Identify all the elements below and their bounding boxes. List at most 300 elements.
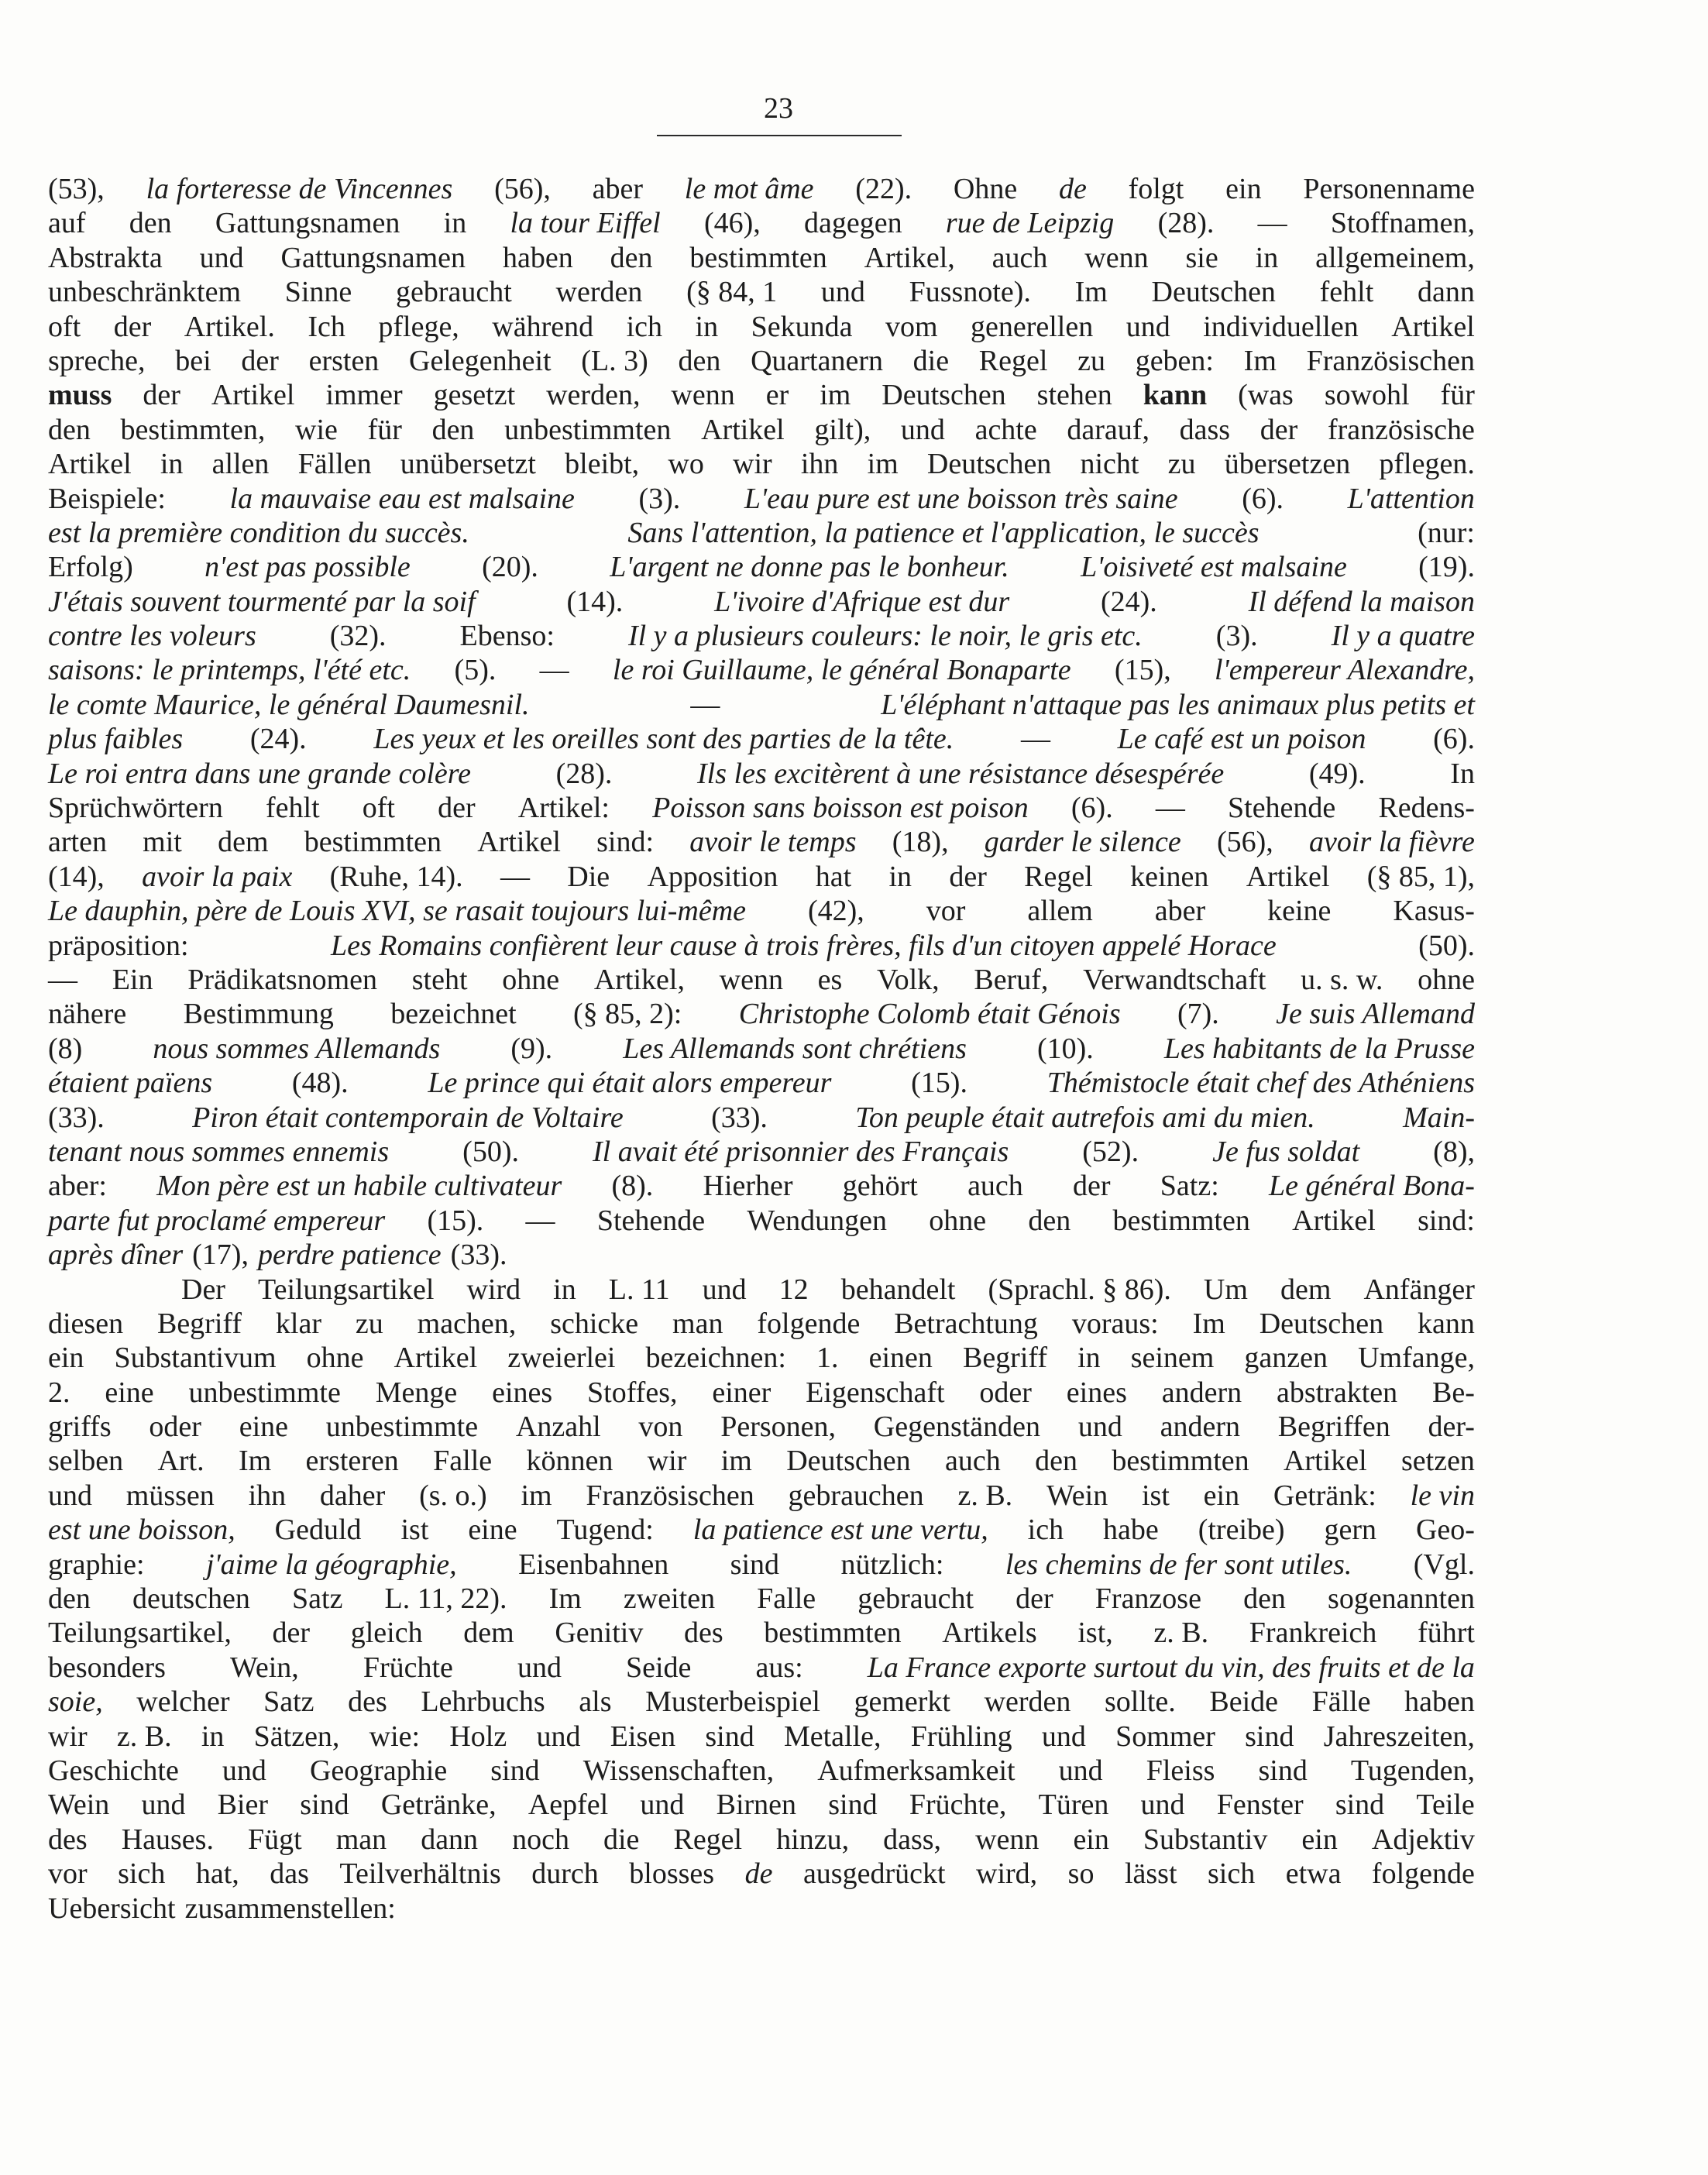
word: Artikel bbox=[1391, 310, 1475, 343]
word: spreche, bbox=[48, 344, 146, 377]
word: Artikel bbox=[48, 448, 132, 481]
word: 12 bbox=[778, 1273, 809, 1306]
word: kann bbox=[1417, 1307, 1475, 1340]
word: L. 11, 22). bbox=[384, 1582, 507, 1616]
word: (8), bbox=[1433, 1135, 1475, 1168]
word: (33). bbox=[450, 1239, 507, 1272]
word: Deutschen bbox=[786, 1445, 911, 1478]
text-line bbox=[48, 1582, 1475, 1616]
word: (22). bbox=[855, 173, 912, 205]
word: vor bbox=[926, 895, 966, 928]
word: Birnen bbox=[716, 1788, 797, 1822]
word: (5). bbox=[454, 654, 497, 687]
word: Metalle, bbox=[783, 1720, 881, 1753]
word: Kasus- bbox=[1393, 895, 1475, 928]
word: den bbox=[678, 344, 721, 377]
word: es bbox=[817, 963, 843, 996]
word: selben bbox=[48, 1445, 124, 1478]
word: L. 11 bbox=[608, 1273, 670, 1306]
word: (14). bbox=[566, 585, 624, 618]
word: bestimmten bbox=[304, 826, 442, 859]
word: (48). bbox=[291, 1067, 349, 1100]
word: pflege, bbox=[378, 310, 459, 343]
word: wird, bbox=[976, 1857, 1038, 1891]
word: Beide bbox=[1209, 1685, 1278, 1719]
word: Artikel bbox=[1292, 1204, 1376, 1237]
word: (18), bbox=[892, 826, 949, 859]
word: Fügt bbox=[247, 1823, 302, 1856]
text-line bbox=[48, 688, 1475, 722]
word: blosses bbox=[629, 1857, 715, 1891]
word: Les habitants de la Prusse bbox=[1163, 1032, 1475, 1065]
word: ist bbox=[400, 1514, 429, 1547]
word: est la première condition du succès. bbox=[48, 516, 469, 549]
word: vor bbox=[48, 1857, 88, 1891]
word: Il y a plusieurs couleurs: le noir, le gris etc. bbox=[627, 620, 1143, 653]
word: gehört bbox=[842, 1170, 918, 1203]
text-line bbox=[48, 1273, 1475, 1307]
word: unbestimmte bbox=[188, 1376, 341, 1409]
word: le vin bbox=[1410, 1479, 1475, 1512]
word: daher bbox=[319, 1479, 386, 1512]
text-line bbox=[48, 1341, 1475, 1375]
text-line bbox=[48, 1823, 1475, 1857]
word: Falle bbox=[757, 1582, 816, 1616]
word: muss bbox=[48, 379, 112, 412]
word: sind bbox=[1335, 1788, 1385, 1822]
word: zusammenstellen: bbox=[184, 1892, 396, 1925]
word: wir bbox=[647, 1445, 687, 1478]
word: tenant nous sommes ennemis bbox=[48, 1135, 390, 1168]
text-line bbox=[48, 619, 1475, 653]
word: wird bbox=[466, 1273, 521, 1306]
word: für bbox=[367, 413, 402, 446]
word: Personenname bbox=[1303, 173, 1475, 205]
word: oft bbox=[362, 792, 395, 825]
word: auf bbox=[48, 207, 86, 240]
word: und bbox=[900, 413, 945, 446]
word: est une boisson, bbox=[48, 1514, 235, 1547]
word: und bbox=[820, 276, 865, 309]
word: bestimmten bbox=[764, 1617, 902, 1650]
word: gebrauchen bbox=[788, 1479, 924, 1512]
word: unbeschränktem bbox=[48, 276, 242, 309]
word: ist, bbox=[1077, 1617, 1113, 1650]
text-line bbox=[48, 1101, 1475, 1135]
word: sich bbox=[118, 1857, 166, 1891]
word: und bbox=[1058, 1754, 1103, 1787]
word: Redens- bbox=[1378, 792, 1475, 825]
word: Beruf, bbox=[974, 963, 1049, 996]
word: im bbox=[521, 1479, 552, 1512]
word: machen, bbox=[417, 1307, 517, 1340]
word: contre les voleurs bbox=[48, 620, 256, 653]
word: der bbox=[1073, 1170, 1111, 1203]
word: Substantivum bbox=[114, 1342, 277, 1375]
word: sind: bbox=[1418, 1204, 1475, 1237]
word: (32). bbox=[329, 620, 387, 653]
word: sollte. bbox=[1104, 1685, 1176, 1719]
word: — bbox=[690, 688, 720, 721]
word: Eigenschaft bbox=[806, 1376, 945, 1409]
word: L'éléphant n'attaque pas les animaux plus petits et bbox=[881, 688, 1475, 721]
text-line bbox=[48, 1892, 1475, 1926]
word: Il y a quatre bbox=[1331, 620, 1475, 653]
word: haben bbox=[502, 241, 573, 274]
word: (Ruhe, 14). bbox=[329, 860, 463, 893]
word: soie, bbox=[48, 1685, 103, 1719]
word: (3). bbox=[1215, 620, 1258, 653]
word: dem bbox=[463, 1617, 514, 1650]
word: Deutschen bbox=[1259, 1307, 1384, 1340]
word: Prädikatsnomen bbox=[187, 963, 378, 996]
text-line bbox=[48, 1307, 1475, 1341]
word: Geduld bbox=[274, 1514, 362, 1547]
word: er bbox=[765, 379, 789, 412]
word: hinzu, bbox=[776, 1823, 850, 1856]
text-line bbox=[48, 1410, 1475, 1444]
word: Begriffen bbox=[1277, 1410, 1390, 1444]
word: avoir le temps bbox=[689, 826, 857, 859]
word: ihn bbox=[800, 448, 839, 481]
word: (§ 85, 1), bbox=[1366, 860, 1475, 893]
word: (nur: bbox=[1418, 516, 1475, 549]
word: Der bbox=[181, 1273, 225, 1306]
word: sind: bbox=[596, 826, 655, 859]
word: (3). bbox=[638, 482, 681, 515]
word: den bbox=[610, 241, 653, 274]
word: Anfänger bbox=[1363, 1273, 1475, 1306]
word: sogenannten bbox=[1328, 1582, 1475, 1616]
word: Art. bbox=[157, 1445, 204, 1478]
word: generellen bbox=[971, 310, 1094, 343]
word: Wein, bbox=[230, 1651, 299, 1684]
word: (7). bbox=[1177, 998, 1219, 1031]
word: parte fut proclamé empereur bbox=[48, 1204, 386, 1237]
text-line bbox=[48, 550, 1475, 584]
word: Gegenständen bbox=[873, 1410, 1041, 1444]
word: — bbox=[1020, 723, 1050, 756]
text-line bbox=[48, 825, 1475, 859]
word: (56), bbox=[1216, 826, 1273, 859]
word: setzen bbox=[1400, 1445, 1475, 1478]
text-line bbox=[48, 1238, 1475, 1272]
word: so bbox=[1067, 1857, 1095, 1891]
word: wir bbox=[48, 1720, 88, 1753]
word: allen bbox=[211, 448, 270, 481]
word: Ohne bbox=[953, 173, 1018, 205]
word: Lehrbuchs bbox=[421, 1685, 545, 1719]
word: der bbox=[1260, 413, 1298, 446]
word: Piron était contemporain de Voltaire bbox=[192, 1101, 624, 1134]
word: sind bbox=[705, 1720, 754, 1753]
text-line bbox=[48, 997, 1475, 1031]
word: ersten bbox=[308, 344, 380, 377]
word: Be- bbox=[1431, 1376, 1475, 1409]
text-line bbox=[48, 1754, 1475, 1788]
word: der bbox=[113, 310, 152, 343]
word: Erfolg) bbox=[48, 551, 133, 584]
word: wenn bbox=[975, 1823, 1040, 1856]
word: von bbox=[638, 1410, 683, 1444]
word: seinem bbox=[1130, 1342, 1215, 1375]
word: abstrakten bbox=[1276, 1376, 1398, 1409]
word: Deutschen bbox=[926, 448, 1052, 481]
word: den bbox=[1243, 1582, 1286, 1616]
word: Aepfel bbox=[528, 1788, 609, 1822]
word: (15), bbox=[1114, 654, 1171, 687]
word: keinen bbox=[1130, 860, 1209, 893]
word: (9). bbox=[510, 1032, 553, 1065]
word: diesen bbox=[48, 1307, 124, 1340]
word: Artikel bbox=[393, 1342, 478, 1375]
word: und bbox=[141, 1788, 186, 1822]
word: dann bbox=[1417, 276, 1475, 309]
word: sich bbox=[1208, 1857, 1256, 1891]
word: Im bbox=[1192, 1307, 1225, 1340]
word: bestimmten bbox=[689, 241, 827, 274]
word: für bbox=[1440, 379, 1475, 412]
word: Artikel bbox=[477, 826, 561, 859]
word: und bbox=[702, 1273, 747, 1306]
word: l'empereur Alexandre, bbox=[1215, 654, 1475, 687]
word: aber bbox=[592, 173, 644, 205]
word: Gattungsnamen bbox=[215, 207, 400, 240]
word: (46), bbox=[703, 207, 761, 240]
word: Volk, bbox=[877, 963, 940, 996]
word: Begriff bbox=[962, 1342, 1048, 1375]
word: deutschen bbox=[132, 1582, 250, 1616]
word: den bbox=[431, 413, 475, 446]
word: Fussnote). bbox=[909, 276, 1031, 309]
word: in bbox=[888, 860, 912, 893]
word: Wissenschaften, bbox=[583, 1754, 775, 1787]
word: man bbox=[335, 1823, 387, 1856]
text-line bbox=[48, 722, 1475, 756]
word: Getränke, bbox=[380, 1788, 497, 1822]
word: der bbox=[949, 860, 987, 893]
word: Jahreszeiten, bbox=[1323, 1720, 1475, 1753]
word: Gattungsnamen bbox=[280, 241, 466, 274]
word: Abstrakta bbox=[48, 241, 163, 274]
word: wenn bbox=[671, 379, 735, 412]
word: allgemeinem, bbox=[1315, 241, 1475, 274]
word: sind bbox=[1245, 1720, 1294, 1753]
word: können bbox=[526, 1445, 613, 1478]
word: besonders bbox=[48, 1651, 166, 1684]
word: la tour Eiffel bbox=[510, 207, 661, 240]
word: werden, bbox=[546, 379, 641, 412]
word: fehlt bbox=[1319, 276, 1374, 309]
word: eine bbox=[105, 1376, 154, 1409]
word: (17), bbox=[192, 1239, 249, 1272]
word: wie bbox=[295, 413, 338, 446]
word: Sekunda bbox=[751, 310, 853, 343]
word: gleich bbox=[350, 1617, 423, 1650]
word: Adjektiv bbox=[1371, 1823, 1475, 1856]
word: gebraucht bbox=[857, 1582, 974, 1616]
word: plus faibles bbox=[48, 723, 184, 756]
word: 2. bbox=[48, 1376, 70, 1409]
word: habe bbox=[1103, 1514, 1159, 1547]
word: Geo- bbox=[1415, 1514, 1475, 1547]
word: eine bbox=[468, 1514, 517, 1547]
word: oft bbox=[48, 310, 81, 343]
word: (49). bbox=[1308, 757, 1366, 790]
word: im bbox=[820, 379, 851, 412]
word: wo bbox=[668, 448, 704, 481]
word: Stoffes, bbox=[587, 1376, 678, 1409]
word: mit bbox=[143, 826, 182, 859]
word: zu bbox=[1077, 344, 1105, 377]
word: bestimmten, bbox=[120, 413, 266, 446]
word: Les yeux et les oreilles sont des parties de la tête. bbox=[373, 723, 954, 756]
word: als bbox=[579, 1685, 612, 1719]
word: Les Romains confièrent leur cause à trois frères, fils d'un citoyen appelé Horace bbox=[330, 929, 1277, 962]
word: Eisen bbox=[610, 1720, 676, 1753]
text-line bbox=[48, 275, 1475, 309]
word: Tugend: bbox=[556, 1514, 654, 1547]
word: steht bbox=[411, 963, 468, 996]
word: Im bbox=[1243, 344, 1277, 377]
word: z. B. bbox=[116, 1720, 172, 1753]
word: bleibt, bbox=[565, 448, 640, 481]
word: dem bbox=[218, 826, 269, 859]
word: ein bbox=[48, 1342, 84, 1375]
word: (Vgl. bbox=[1413, 1548, 1475, 1581]
word: Bestimmung bbox=[183, 998, 334, 1031]
word: nous sommes Allemands bbox=[153, 1032, 441, 1065]
word: eines bbox=[492, 1376, 553, 1409]
word: Mon père est un habile cultivateur bbox=[156, 1170, 562, 1203]
word: und bbox=[199, 241, 244, 274]
text-line bbox=[48, 1548, 1475, 1582]
text-line bbox=[48, 653, 1475, 687]
word: Stoffnamen, bbox=[1330, 207, 1475, 240]
word: Teilungsartikel, bbox=[48, 1617, 232, 1650]
word: L'ivoire d'Afrique est dur bbox=[714, 585, 1010, 618]
word: ohne bbox=[502, 963, 560, 996]
word: des bbox=[48, 1823, 88, 1856]
word: Ebenso: bbox=[459, 620, 555, 653]
word: Stehende bbox=[1228, 792, 1336, 825]
word: eines bbox=[1066, 1376, 1127, 1409]
word: haben bbox=[1404, 1685, 1475, 1719]
word: dass bbox=[1179, 413, 1231, 446]
word: Fälle bbox=[1311, 1685, 1371, 1719]
word: (52). bbox=[1082, 1135, 1139, 1168]
word: (8) bbox=[48, 1032, 83, 1065]
word: Je fus soldat bbox=[1212, 1135, 1360, 1168]
word: (24). bbox=[1100, 585, 1157, 618]
word: wir bbox=[733, 448, 772, 481]
word: und bbox=[640, 1788, 685, 1822]
word: im bbox=[720, 1445, 752, 1478]
word: n'est pas possible bbox=[204, 551, 411, 584]
word: Im bbox=[1074, 276, 1108, 309]
word: la forteresse de Vincennes bbox=[146, 173, 453, 205]
word: Le général Bona- bbox=[1268, 1170, 1475, 1203]
word: Artikel bbox=[701, 413, 785, 446]
word: Thémistocle était chef des Athéniens bbox=[1046, 1067, 1475, 1100]
word: folgt bbox=[1128, 173, 1184, 205]
text-line bbox=[48, 344, 1475, 378]
word: Fällen bbox=[297, 448, 372, 481]
word: wie: bbox=[369, 1720, 421, 1753]
text-line bbox=[48, 791, 1475, 825]
word: sind bbox=[1258, 1754, 1308, 1787]
word: sind bbox=[490, 1754, 540, 1787]
word: sowohl bbox=[1324, 379, 1410, 412]
word: den bbox=[48, 1582, 91, 1616]
word: Musterbeispiel bbox=[645, 1685, 820, 1719]
word: und bbox=[1125, 310, 1170, 343]
word: bei bbox=[175, 344, 211, 377]
word: das bbox=[270, 1857, 309, 1891]
word: noch bbox=[512, 1823, 569, 1856]
word: und bbox=[517, 1651, 562, 1684]
word: 1. bbox=[816, 1342, 839, 1375]
word: einen bbox=[868, 1342, 933, 1375]
word: gesetzt bbox=[433, 379, 516, 412]
word: Um bbox=[1203, 1273, 1248, 1306]
text-line bbox=[48, 378, 1475, 412]
word: auch bbox=[944, 1445, 1001, 1478]
word: — bbox=[525, 1204, 555, 1237]
word: griffs bbox=[48, 1410, 112, 1444]
word: führt bbox=[1418, 1617, 1475, 1650]
word: ich bbox=[626, 310, 663, 343]
word: Ich bbox=[308, 310, 345, 343]
word: Früchte bbox=[363, 1651, 453, 1684]
word: Regel bbox=[673, 1823, 743, 1856]
word: sind bbox=[300, 1788, 349, 1822]
text-line bbox=[48, 1616, 1475, 1650]
word: ein bbox=[1301, 1823, 1338, 1856]
word: saisons: le printemps, l'été etc. bbox=[48, 654, 411, 687]
word: und bbox=[1140, 1788, 1185, 1822]
word: Anzahl bbox=[515, 1410, 601, 1444]
word: Teile bbox=[1416, 1788, 1475, 1822]
word: garder le silence bbox=[984, 826, 1181, 859]
word: wenn bbox=[719, 963, 783, 996]
word: de bbox=[1058, 173, 1087, 205]
word: in bbox=[1077, 1342, 1101, 1375]
word: der- bbox=[1428, 1410, 1475, 1444]
word: L'argent ne donne pas le bonheur. bbox=[610, 551, 1009, 584]
word: Artikel: bbox=[517, 792, 610, 825]
word: Geographie bbox=[309, 1754, 448, 1787]
word: in bbox=[1255, 241, 1279, 274]
text-line bbox=[48, 482, 1475, 516]
word: pflegen. bbox=[1379, 448, 1475, 481]
word: (50). bbox=[462, 1135, 519, 1168]
word: Fenster bbox=[1216, 1788, 1304, 1822]
word: Franzose bbox=[1095, 1582, 1201, 1616]
word: Im bbox=[548, 1582, 582, 1616]
word: unbestimmte bbox=[325, 1410, 479, 1444]
word: ich bbox=[1027, 1514, 1064, 1547]
word: und bbox=[48, 1479, 92, 1512]
word: achte bbox=[974, 413, 1037, 446]
word: L'eau pure est une boisson très saine bbox=[744, 482, 1178, 515]
word: Sinne bbox=[284, 276, 352, 309]
word: le mot âme bbox=[684, 173, 814, 205]
word: welcher bbox=[136, 1685, 230, 1719]
word: sie bbox=[1185, 241, 1218, 274]
word: immer bbox=[325, 379, 403, 412]
word: — bbox=[1155, 792, 1185, 825]
